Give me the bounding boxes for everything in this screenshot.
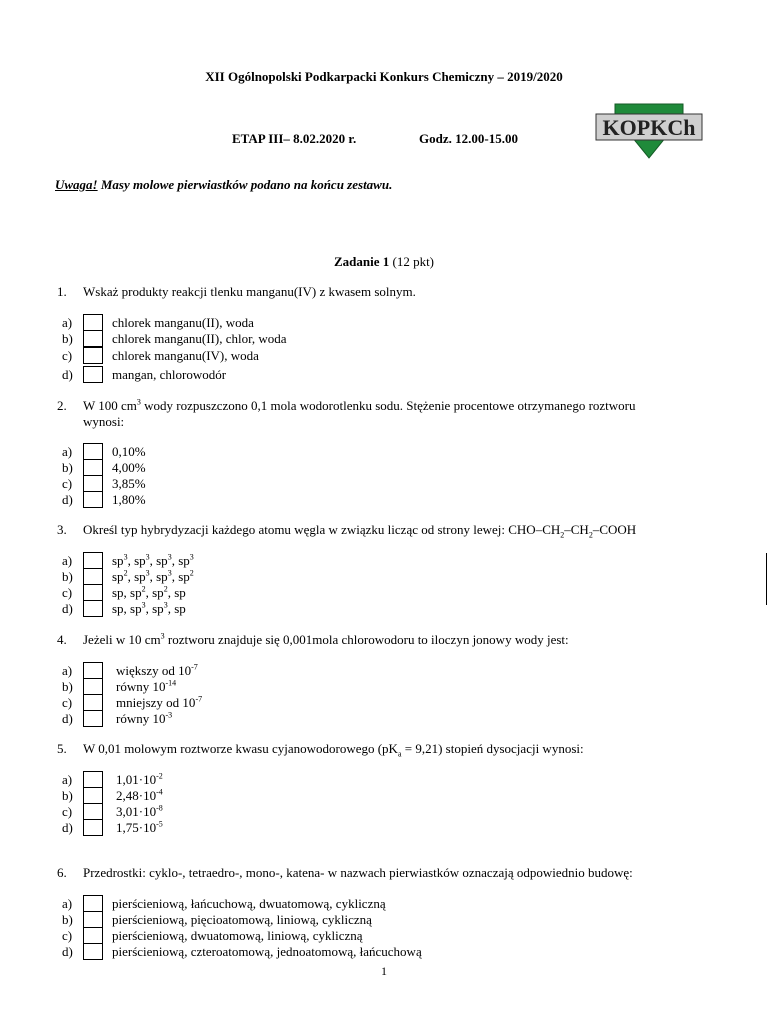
option-letter: b) [62, 679, 73, 694]
option-text: większy od $10^{-7}$ [116, 662, 198, 678]
answer-checkbox[interactable] [83, 895, 103, 912]
exam-hours: Godz. 12.00-15.00 [419, 131, 518, 146]
task-points: (12 pkt) [389, 254, 435, 269]
answer-checkbox[interactable] [83, 347, 103, 364]
question-6-line [57, 865, 633, 881]
question-2-continuation: wynosi: [83, 414, 125, 429]
note-label: Uwaga! [55, 177, 98, 192]
option-letter: a) [62, 896, 73, 911]
q2-option-d [62, 492, 146, 508]
option-text: pierścieniową, łańcuchową, dwuatomową, cykliczną [112, 896, 386, 911]
option-text: 4,00% [112, 460, 146, 475]
option-letter: a) [62, 444, 73, 459]
question-number: 4. [57, 632, 67, 647]
question-text-mid: –CH [564, 522, 589, 537]
q1-option-c [62, 348, 259, 364]
q4-option-c [62, 694, 203, 711]
answer-checkbox[interactable] [83, 584, 103, 601]
q5-option-c [62, 803, 163, 820]
answer-checkbox[interactable] [83, 475, 103, 492]
subscript: 2 [588, 530, 593, 540]
option-text: pierścieniową, czteroatomową, jednoatomową, łańcuchową [112, 944, 422, 959]
note-text: Masy molowe pierwiastków podano na końcu zestawu. [97, 177, 393, 192]
q4-option-a [62, 662, 198, 679]
molar-mass-note [55, 177, 392, 193]
subscript: 2 [560, 530, 565, 540]
q4-option-b [62, 678, 177, 695]
option-text: $3,01\cdot 10^{-8}$ [116, 803, 163, 819]
answer-checkbox[interactable] [83, 491, 103, 508]
question-number: 2. [57, 398, 67, 413]
option-letter: a) [62, 663, 73, 678]
option-text: pierścieniową, dwuatomową, liniową, cykliczną [112, 928, 363, 943]
q5-option-d [62, 819, 163, 836]
question-text: Jeżeli w 10 cm [83, 632, 161, 647]
q6-option-a [62, 896, 386, 912]
q3-option-c [62, 584, 186, 601]
answer-checkbox[interactable] [83, 330, 103, 347]
option-letter: c) [62, 804, 73, 819]
task-title: Zadanie 1 [333, 254, 390, 269]
q4-option-d [62, 710, 173, 727]
question-1-line [57, 284, 416, 300]
answer-checkbox[interactable] [83, 771, 103, 788]
question-text-rest: = 9,21) stopień dysocjacji wynosi: [401, 741, 584, 756]
superscript: 3 [160, 631, 165, 641]
question-number: 1. [57, 284, 67, 299]
contest-title: XII Ogólnopolski Podkarpacki Konkurs Chemiczny – 2019/2020 [205, 69, 563, 84]
option-text: równy $10^{-3}$ [116, 710, 173, 726]
q3-option-a [62, 552, 194, 569]
option-text: chlorek manganu(II), chlor, woda [112, 331, 287, 346]
question-text: Określ typ hybrydyzacji każdego atomu węgla w związku licząc od strony lewej: CHO–CH [83, 522, 561, 537]
option-letter: b) [62, 569, 73, 584]
question-number: 5. [57, 741, 67, 756]
question-text: W 0,01 molowym roztworze kwasu cyjanowodorowego (pK [83, 741, 398, 756]
option-letter: c) [62, 348, 73, 363]
option-text: $1,75\cdot 10^{-5}$ [116, 819, 163, 835]
question-text-rest: wody rozpuszczono 0,1 mola wodorotlenku sodu. Stężenie procentowe otrzymanego roztworu [140, 398, 636, 413]
option-text: 0,10% [112, 444, 146, 459]
answer-checkbox[interactable] [83, 787, 103, 804]
answer-checkbox[interactable] [83, 600, 103, 617]
option-letter: c) [62, 476, 73, 491]
option-letter: a) [62, 553, 73, 568]
option-text: $sp^3$, $sp^3$, $sp^3$, $sp^3$ [112, 552, 194, 568]
option-letter: b) [62, 460, 73, 475]
subscript: a [397, 749, 402, 759]
option-text: sp, $sp^2$, $sp^2$, sp [112, 584, 186, 600]
answer-checkbox[interactable] [83, 819, 103, 836]
question-2-line [57, 398, 636, 414]
answer-checkbox[interactable] [83, 710, 103, 727]
option-text: $2,48\cdot 10^{-4}$ [116, 787, 163, 803]
question-number: 6. [57, 865, 67, 880]
option-text: mniejszy od $10^{-7}$ [116, 694, 203, 710]
answer-checkbox[interactable] [83, 568, 103, 585]
kopkch-logo-graphic [595, 102, 703, 160]
q2-option-c [62, 476, 146, 492]
option-letter: a) [62, 772, 73, 787]
answer-checkbox[interactable] [83, 911, 103, 928]
q1-option-d [62, 367, 227, 383]
option-text: $1,01\cdot 10^{-2}$ [116, 771, 163, 787]
answer-checkbox[interactable] [83, 943, 103, 960]
q3-option-d [62, 600, 186, 617]
option-text: $sp^2$, $sp^3$, $sp^3$, $sp^2$ [112, 568, 194, 584]
question-text-rest: –COOH [592, 522, 637, 537]
option-text: sp, $sp^3$, $sp^3$, sp [112, 600, 186, 616]
option-letter: c) [62, 695, 73, 710]
option-text: 3,85% [112, 476, 146, 491]
option-letter: c) [62, 928, 73, 943]
question-5-line [57, 741, 584, 757]
answer-checkbox[interactable] [83, 694, 103, 711]
task-heading [0, 254, 768, 270]
margin-mark [766, 553, 767, 605]
question-number: 3. [57, 522, 67, 537]
q1-option-b [62, 331, 287, 347]
answer-checkbox[interactable] [83, 443, 103, 460]
option-letter: b) [62, 788, 73, 803]
q1-option-a [62, 315, 254, 331]
q6-option-c [62, 928, 363, 944]
q6-option-d [62, 944, 422, 960]
question-4-line [57, 632, 569, 648]
answer-checkbox[interactable] [83, 927, 103, 944]
question-text: Przedrostki: cyklo-, tetraedro-, mono-, katena- w nazwach pierwiastków oznaczają odpowiednio budowę: [83, 865, 633, 880]
answer-checkbox[interactable] [83, 803, 103, 820]
answer-checkbox[interactable] [83, 678, 103, 695]
option-text: pierścieniową, pięcioatomową, liniową, cykliczną [112, 912, 372, 927]
q5-option-a [62, 771, 163, 788]
option-text: 1,80% [112, 492, 146, 507]
answer-checkbox[interactable] [83, 459, 103, 476]
answer-checkbox[interactable] [83, 366, 103, 383]
option-letter: b) [62, 331, 73, 346]
option-letter: c) [62, 585, 73, 600]
q6-option-b [62, 912, 372, 928]
option-letter: d) [62, 711, 73, 726]
question-text: Wskaż produkty reakcji tlenku manganu(IV) z kwasem solnym. [83, 284, 416, 299]
q5-option-b [62, 787, 163, 804]
option-text: równy $10^{-14}$ [116, 678, 177, 694]
answer-checkbox[interactable] [83, 552, 103, 569]
option-letter: d) [62, 367, 73, 382]
stage-date: ETAP III– 8.02.2020 r. [232, 131, 357, 146]
option-letter: b) [62, 912, 73, 927]
option-text: chlorek manganu(IV), woda [112, 348, 259, 363]
logo-text: KOPKCh [602, 115, 696, 140]
q2-option-a [62, 444, 146, 460]
q2-option-b [62, 460, 146, 476]
option-letter: d) [62, 944, 73, 959]
answer-checkbox[interactable] [83, 662, 103, 679]
answer-checkbox[interactable] [83, 314, 103, 331]
question-text-rest: roztworu znajduje się 0,001mola chlorowodoru to iloczyn jonowy wody jest: [164, 632, 569, 647]
option-letter: d) [62, 820, 73, 835]
page-number: 1 [381, 964, 387, 978]
option-text: mangan, chlorowodór [112, 367, 227, 382]
kopkch-logo [595, 102, 703, 160]
question-text: W 100 cm [83, 398, 137, 413]
q3-option-b [62, 568, 194, 585]
option-letter: d) [62, 492, 73, 507]
superscript: 3 [136, 397, 141, 407]
option-letter: d) [62, 601, 73, 616]
option-text: chlorek manganu(II), woda [112, 315, 254, 330]
question-3-line [57, 522, 636, 538]
option-letter: a) [62, 315, 73, 330]
